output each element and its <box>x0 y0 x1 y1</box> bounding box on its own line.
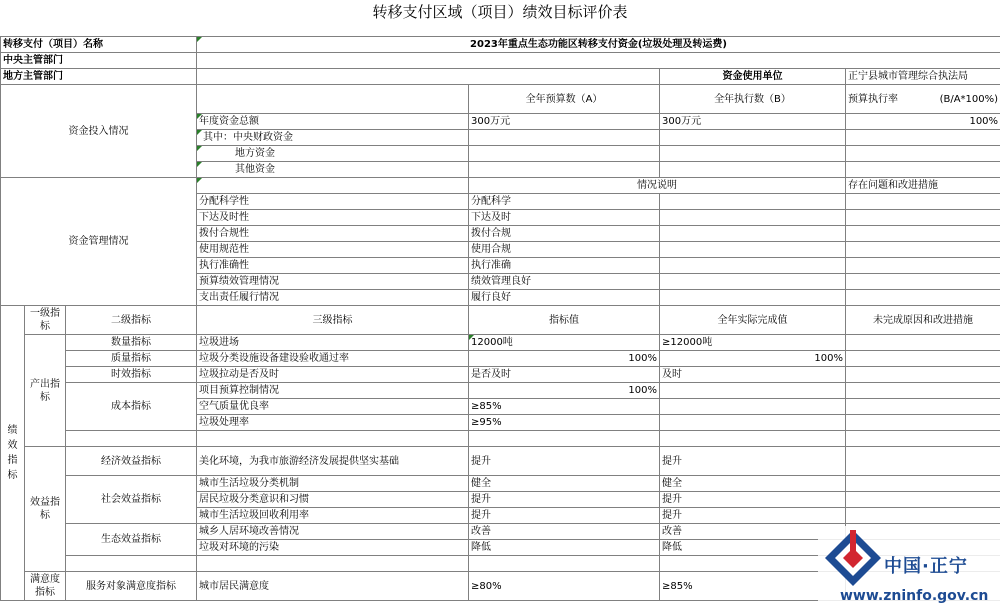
service-l3: 城市居民满意度 <box>197 572 469 601</box>
management-row-desc: 分配科学 <box>469 194 660 210</box>
economic-reason <box>846 447 1000 476</box>
cost-reason <box>846 415 1000 431</box>
management-row-issue <box>846 194 1000 210</box>
funds-row-rate <box>846 146 1000 162</box>
funds-col-a: 全年预算数（A） <box>469 85 660 114</box>
management-row-blank <box>660 194 846 210</box>
management-row-label: 支出责任履行情况 <box>197 290 469 306</box>
social-l3: 居民垃圾分类意识和习惯 <box>197 492 469 508</box>
project-name-label: 转移支付（项目）名称 <box>1 37 197 53</box>
benefit-indicators-label: 效益指标 <box>25 447 66 572</box>
cost-target: 100% <box>469 383 660 399</box>
satisfaction-indicators-label: 满意度指标 <box>25 572 66 601</box>
ecological-l3: 城乡人居环境改善情况 <box>197 524 469 540</box>
management-row-label: 下达及时性 <box>197 210 469 226</box>
economic-l3: 美化环境，为我市旅游经济发展提供坚实基础 <box>197 447 469 476</box>
funds-row-label: 年度资金总额 <box>197 114 469 130</box>
output-blank-l2 <box>66 431 197 447</box>
social-target: 提升 <box>469 492 660 508</box>
funds-row-rate: 100% <box>846 114 1000 130</box>
project-name-value: 2023年重点生态功能区转移支付资金(垃圾处理及转运费) <box>197 37 1000 53</box>
indicators-col-target: 指标值 <box>469 306 660 335</box>
zhengning-logo[interactable] <box>818 526 1000 609</box>
economic-indicator-label: 经济效益指标 <box>66 447 197 476</box>
social-actual: 提升 <box>660 508 846 524</box>
management-row-label: 执行准确性 <box>197 258 469 274</box>
cost-indicator-label: 成本指标 <box>66 383 197 431</box>
management-row-blank <box>660 210 846 226</box>
social-reason <box>846 508 1000 524</box>
ecological-l3: 垃圾对环境的污染 <box>197 540 469 556</box>
cost-reason <box>846 383 1000 399</box>
economic-target: 提升 <box>469 447 660 476</box>
quality-target: 100% <box>469 351 660 367</box>
management-row-blank <box>660 290 846 306</box>
page-title: 转移支付区域（项目）绩效目标评价表 <box>372 3 628 21</box>
funds-row-label: 其他资金 <box>197 162 469 178</box>
fund-user-label: 资金使用单位 <box>660 69 846 85</box>
quality-reason <box>846 351 1000 367</box>
management-col-desc: 情况说明 <box>469 178 846 194</box>
cost-actual <box>660 383 846 399</box>
management-row-label: 拨付合规性 <box>197 226 469 242</box>
cost-target: ≥95% <box>469 415 660 431</box>
service-indicator-label: 服务对象满意度指标 <box>66 572 197 601</box>
evaluation-table <box>0 36 1000 601</box>
benefit-blank-l2 <box>66 556 197 572</box>
funds-row-label: 其中：中央财政资金 <box>197 130 469 146</box>
output-blank-target <box>469 431 660 447</box>
economic-actual: 提升 <box>660 447 846 476</box>
zhengning-emblem-icon <box>823 528 883 588</box>
funds-row-a: 300万元 <box>469 114 660 130</box>
cost-reason <box>846 399 1000 415</box>
cost-target: ≥85% <box>469 399 660 415</box>
social-target: 提升 <box>469 508 660 524</box>
social-actual: 健全 <box>660 476 846 492</box>
funds-row-b <box>660 162 846 178</box>
social-reason <box>846 492 1000 508</box>
timeliness-indicator-label: 时效指标 <box>66 367 197 383</box>
service-actual: ≥85% <box>660 572 846 601</box>
social-target: 健全 <box>469 476 660 492</box>
funds-row-a <box>469 162 660 178</box>
central-dept-value <box>197 53 1000 69</box>
management-row-issue <box>846 210 1000 226</box>
social-l3: 城市生活垃圾回收利用率 <box>197 508 469 524</box>
social-actual: 提升 <box>660 492 846 508</box>
management-col-issue: 存在问题和改进措施 <box>846 178 1000 194</box>
management-row-desc: 下达及时 <box>469 210 660 226</box>
funds-header-blank <box>197 85 469 114</box>
indicators-col-l2: 二级指标 <box>66 306 197 335</box>
indicators-col-reason: 未完成原因和改进措施 <box>846 306 1000 335</box>
quality-actual: 100% <box>660 351 846 367</box>
funds-col-b: 全年执行数（B） <box>660 85 846 114</box>
social-indicator-label: 社会效益指标 <box>66 476 197 524</box>
indicators-col-l3: 三级指标 <box>197 306 469 335</box>
ecological-target: 改善 <box>469 524 660 540</box>
fund-user-value: 正宁县城市管理综合执法局 <box>846 69 1000 85</box>
service-target: ≥80% <box>469 572 660 601</box>
management-header-blank <box>197 178 469 194</box>
management-row-issue <box>846 258 1000 274</box>
management-row-blank <box>660 226 846 242</box>
timeliness-target: 是否及时 <box>469 367 660 383</box>
cost-actual <box>660 415 846 431</box>
funds-section-label: 资金投入情况 <box>1 85 197 178</box>
social-reason <box>846 476 1000 492</box>
central-dept-label: 中央主管部门 <box>1 53 197 69</box>
local-dept-label: 地方主管部门 <box>1 69 197 85</box>
local-dept-value <box>197 69 660 85</box>
funds-row-b: 300万元 <box>660 114 846 130</box>
cost-l3: 垃圾处理率 <box>197 415 469 431</box>
output-blank-l3 <box>197 431 469 447</box>
benefit-blank-l3 <box>197 556 469 572</box>
management-section-label: 资金管理情况 <box>1 178 197 306</box>
management-row-label: 分配科学性 <box>197 194 469 210</box>
funds-col-rate-label: 预算执行率 <box>848 93 898 105</box>
output-blank-reason <box>846 431 1000 447</box>
management-row-issue <box>846 290 1000 306</box>
timeliness-l3: 垃圾拉动是否及时 <box>197 367 469 383</box>
funds-col-rate <box>846 85 1000 114</box>
quantity-actual: ≥12000吨 <box>660 335 846 351</box>
funds-col-rate-formula: (B/A*100%) <box>939 93 999 105</box>
quantity-reason <box>846 335 1000 351</box>
benefit-blank-target <box>469 556 660 572</box>
quality-indicator-label: 质量指标 <box>66 351 197 367</box>
management-row-desc: 绩效管理良好 <box>469 274 660 290</box>
management-row-issue <box>846 274 1000 290</box>
management-row-blank <box>660 258 846 274</box>
management-row-issue <box>846 226 1000 242</box>
management-row-blank <box>660 274 846 290</box>
management-row-desc: 履行良好 <box>469 290 660 306</box>
ecological-actual: 改善 <box>660 524 846 540</box>
management-row-desc: 执行准确 <box>469 258 660 274</box>
management-row-desc: 使用合规 <box>469 242 660 258</box>
funds-row-rate <box>846 162 1000 178</box>
funds-row-rate <box>846 130 1000 146</box>
quantity-indicator-label: 数量指标 <box>66 335 197 351</box>
ecological-indicator-label: 生态效益指标 <box>66 524 197 556</box>
quantity-l3: 垃圾进场 <box>197 335 469 351</box>
management-row-blank <box>660 242 846 258</box>
management-row-desc: 拨付合规 <box>469 226 660 242</box>
funds-row-b <box>660 130 846 146</box>
ecological-actual: 降低 <box>660 540 846 556</box>
indicators-col-l1: 一级指标 <box>25 306 66 335</box>
management-row-label: 预算绩效管理情况 <box>197 274 469 290</box>
quantity-target: 12000吨 <box>469 335 660 351</box>
cost-actual <box>660 399 846 415</box>
cost-l3: 项目预算控制情况 <box>197 383 469 399</box>
quality-l3: 垃圾分类设施设备建设验收通过率 <box>197 351 469 367</box>
social-l3: 城市生活垃圾分类机制 <box>197 476 469 492</box>
ecological-target: 降低 <box>469 540 660 556</box>
logo-name: 中国·正宁 <box>884 556 968 577</box>
output-indicators-label: 产出指标 <box>25 335 66 447</box>
funds-row-a <box>469 130 660 146</box>
management-row-issue <box>846 242 1000 258</box>
timeliness-actual: 及时 <box>660 367 846 383</box>
indicators-section-label: 绩效指标 <box>1 306 25 601</box>
timeliness-reason <box>846 367 1000 383</box>
funds-row-a <box>469 146 660 162</box>
management-row-label: 使用规范性 <box>197 242 469 258</box>
indicators-col-actual: 全年实际完成值 <box>660 306 846 335</box>
funds-row-b <box>660 146 846 162</box>
logo-url: www.zninfo.gov.cn <box>840 588 989 604</box>
funds-row-label: 地方资金 <box>197 146 469 162</box>
cost-l3: 空气质量优良率 <box>197 399 469 415</box>
output-blank-actual <box>660 431 846 447</box>
